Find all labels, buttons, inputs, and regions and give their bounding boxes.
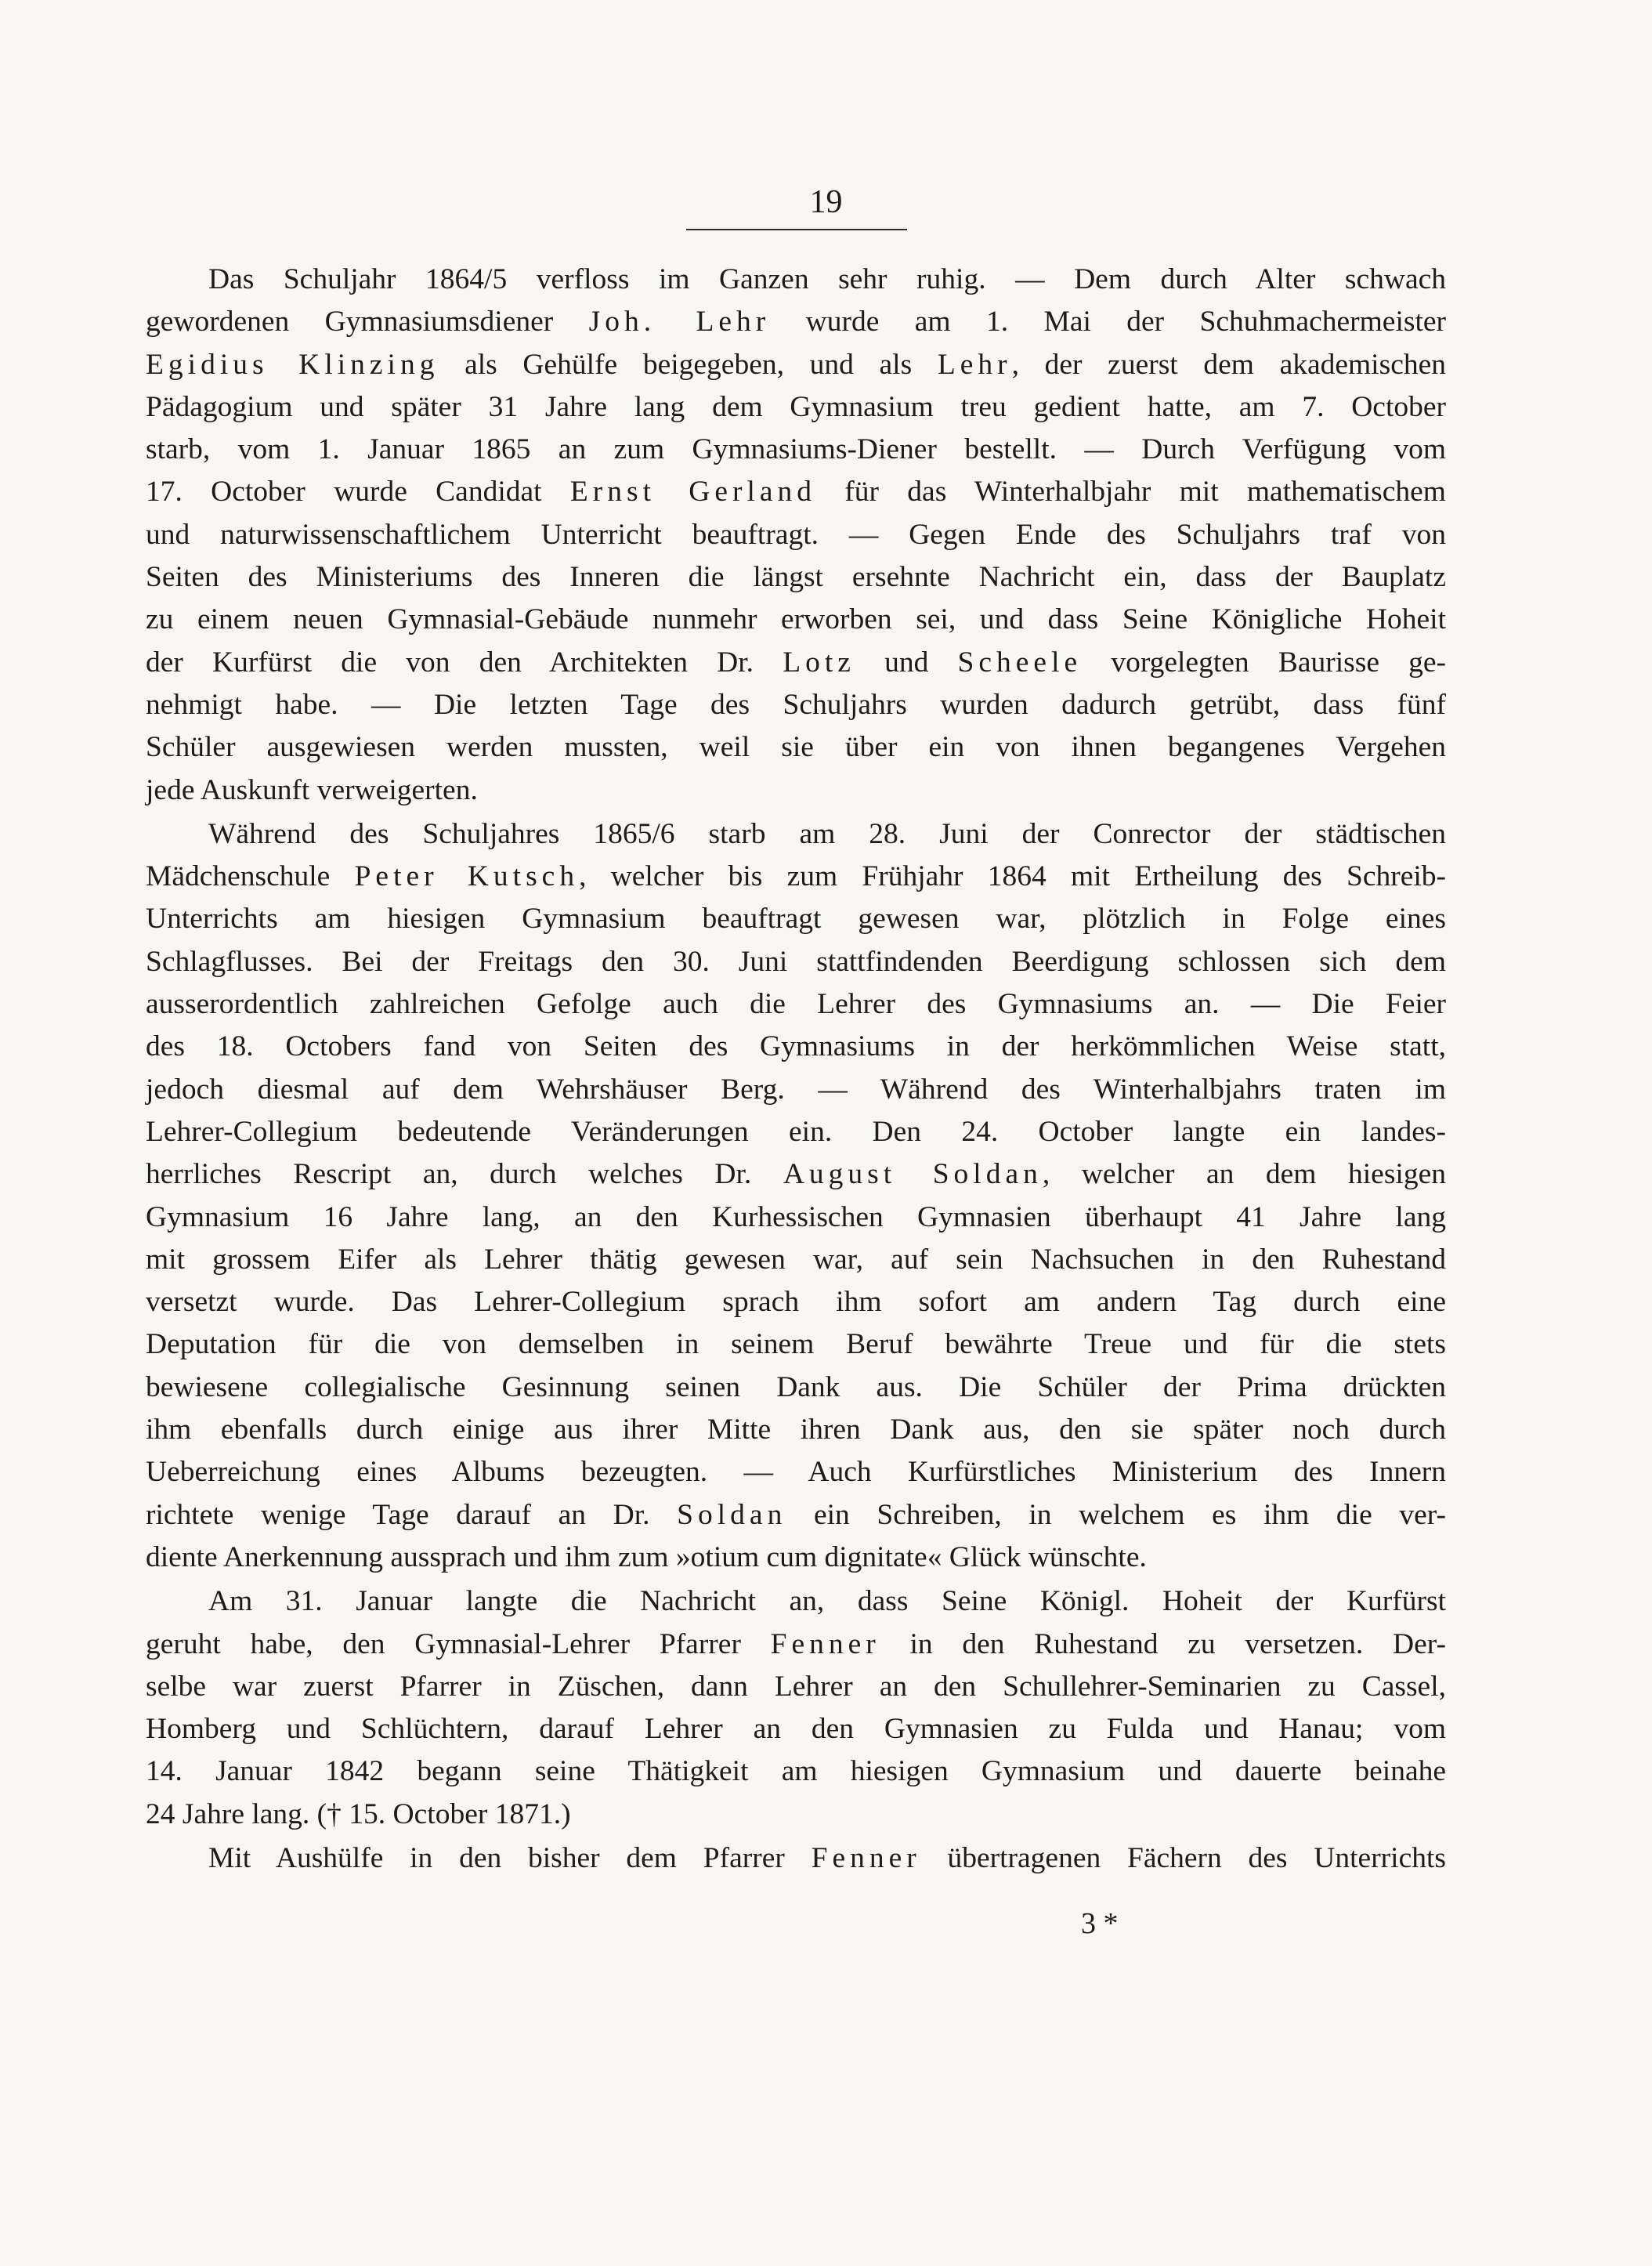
spaced-name: August Soldan [783, 1158, 1043, 1191]
text-run: als Gehülfe beigegeben, und als [439, 348, 938, 381]
text-line [146, 1111, 1446, 1153]
text-run: ein Schreiben, in welchem es ihm die ver- [786, 1498, 1446, 1531]
paragraph [146, 1580, 1446, 1836]
text-run: zu einem neuen Gymnasial-Gebäude nunmehr erworben sei, und dass Seine Königliche Hoheit [146, 603, 1446, 636]
text-run: und naturwissenschaftlichem Unterricht beauftragt. — Gegen Ende des Schuljahrs traf von [146, 518, 1446, 551]
text-line [146, 1026, 1446, 1068]
spaced-name: Peter Kutsch [354, 860, 580, 893]
text-line [146, 726, 1446, 769]
text-run: 14. Januar 1842 begann seine Thätigkeit am hiesigen Gymnasium und dauerte beinahe [146, 1755, 1446, 1788]
spaced-name: Soldan [677, 1498, 787, 1531]
text-line [146, 1750, 1446, 1793]
text-run: Unterrichts am hiesigen Gymnasium beauftragt gewesen war, plötzlich in Folge eines [146, 903, 1446, 936]
text-line [146, 1623, 1446, 1666]
text-line [146, 684, 1446, 726]
text-line [146, 1366, 1446, 1409]
text-run: Seiten des Ministeriums des Inneren die längst ersehnte Nachricht ein, dass der Bauplatz [146, 561, 1446, 594]
text-run: ausserordentlich zahlreichen Gefolge auch die Lehrer des Gymnasiums an. — Die Feier [146, 988, 1446, 1021]
text-run: 24 Jahre lang. († 15. October 1871.) [146, 1797, 571, 1830]
text-line [146, 259, 1446, 301]
text-line [146, 1580, 1446, 1623]
text-line [146, 1666, 1446, 1708]
text-run: Ueberreichung eines Albums bezeugten. — Auch Kurfürstliches Ministerium des Innern [146, 1456, 1446, 1489]
text-run: Mädchenschule [146, 860, 355, 893]
text-run: 17. October wurde Candidat [146, 476, 570, 509]
text-run: Am 31. Januar langte die Nachricht an, dass Seine Königl. Hoheit der Kurfürst [208, 1585, 1446, 1618]
text-run: Das Schuljahr 1864/5 verfloss im Ganzen sehr ruhig. — Dem durch Alter schwach [208, 263, 1446, 295]
spaced-name: Ernst Gerland [569, 476, 817, 509]
text-run: jede Auskunft verweigerten. [146, 773, 478, 806]
text-run: Homberg und Schlüchtern, darauf Lehrer an den Gymnasien zu Fulda und Hanau; vom [146, 1713, 1446, 1746]
text-run: Gymnasium 16 Jahre lang, an den Kurhessischen Gymnasien überhaupt 41 Jahre lang [146, 1200, 1446, 1233]
paragraph [146, 813, 1446, 1579]
spaced-name: Egidius Klinzing [146, 348, 439, 381]
text-run: ihm ebenfalls durch einige aus ihrer Mitte ihren Dank aus, den sie später noch durch [146, 1414, 1446, 1446]
text-run: in den Ruhestand zu versetzen. Der- [880, 1627, 1446, 1660]
text-run: , welcher an dem hiesigen [1042, 1158, 1446, 1191]
spaced-name: Scheele [957, 646, 1083, 679]
spaced-name: Joh. Lehr [588, 306, 771, 338]
signature-mark: 3 * [1081, 1907, 1119, 1940]
spaced-name: Lehr [937, 348, 1012, 381]
text-line [146, 1153, 1446, 1196]
text-run: versetzt wurde. Das Lehrer-Collegium sprach ihm sofort am andern Tag durch eine [146, 1286, 1446, 1319]
text-run: gewordenen Gymnasiumsdiener [146, 306, 589, 338]
text-line [146, 344, 1446, 386]
text-line [146, 386, 1446, 429]
text-line [146, 1239, 1446, 1281]
text-line [146, 514, 1446, 556]
text-line [146, 1708, 1446, 1750]
text-line [146, 1323, 1446, 1366]
text-line [146, 983, 1446, 1026]
text-run: , welcher bis zum Frühjahr 1864 mit Ertheilung des Schreib- [579, 860, 1447, 893]
text-run: jedoch diesmal auf dem Wehrshäuser Berg. — Während des Winterhalbjahrs traten im [146, 1073, 1446, 1106]
text-line [146, 769, 1446, 812]
paragraph [146, 1837, 1446, 1880]
text-run: der Kurfürst die von den Architekten Dr. [146, 646, 783, 679]
text-line [146, 856, 1446, 898]
text-run: , der zuerst dem akademischen [1011, 348, 1446, 381]
text-run: wurde am 1. Mai der Schuhmachermeister [770, 306, 1447, 338]
text-run: Deputation für die von demselben in seinem Beruf bewährte Treue und für die stets [146, 1328, 1446, 1361]
text-line [146, 1281, 1446, 1323]
text-line [146, 556, 1446, 599]
text-run: Während des Schuljahres 1865/6 starb am 28. Juni der Conrector der städtischen [208, 817, 1446, 850]
text-line [146, 813, 1446, 856]
header-rule [686, 229, 907, 230]
text-line [146, 471, 1446, 513]
text-run: starb, vom 1. Januar 1865 an zum Gymnasiums-Diener bestellt. — Durch Verfügung vom [146, 433, 1446, 466]
text-run: mit grossem Eifer als Lehrer thätig gewesen war, auf sein Nachsuchen in den Ruhestand [146, 1243, 1446, 1276]
spaced-name: Fenner [770, 1627, 880, 1660]
text-line [146, 1069, 1446, 1111]
paragraph [146, 259, 1446, 812]
body-text [146, 259, 1446, 1881]
text-line [146, 301, 1446, 343]
text-line [146, 941, 1446, 983]
text-run: bewiesene collegialische Gesinnung seinen Dank aus. Die Schüler der Prima drückten [146, 1370, 1446, 1403]
text-run: für das Winterhalbjahr mit mathematischem [816, 476, 1446, 509]
text-line [146, 1794, 1446, 1836]
text-run: selbe war zuerst Pfarrer in Züschen, dann Lehrer an den Schullehrer-Seminarien zu Cassel, [146, 1670, 1446, 1703]
spaced-name: Lotz [783, 646, 855, 679]
text-line [146, 1196, 1446, 1239]
text-line [146, 1409, 1446, 1451]
text-run: und [855, 646, 958, 679]
text-run: des 18. Octobers fand von Seiten des Gymnasiums in der herkömmlichen Weise statt, [146, 1030, 1446, 1063]
text-line [146, 1451, 1446, 1493]
text-run: richtete wenige Tage darauf an Dr. [146, 1498, 678, 1531]
text-run: geruht habe, den Gymnasial-Lehrer Pfarrer [146, 1627, 771, 1660]
text-line [146, 1537, 1446, 1579]
text-run: Schüler ausgewiesen werden mussten, weil sie über ein von ihnen begangenes Vergehen [146, 731, 1446, 764]
text-run: Schlagflusses. Bei der Freitags den 30. Juni stattfindenden Beerdigung schlossen sich dem [146, 945, 1446, 978]
text-run: übertragenen Fächern des Unterrichts [920, 1841, 1446, 1874]
page-number: 19 [809, 184, 843, 220]
text-run: Lehrer-Collegium bedeutende Veränderungen ein. Den 24. October langte ein landes- [146, 1115, 1446, 1148]
text-line [146, 1837, 1446, 1880]
text-run: Pädagogium und später 31 Jahre lang dem Gymnasium treu gedient hatte, am 7. October [146, 390, 1446, 423]
text-run: nehmigt habe. — Die letzten Tage des Schuljahrs wurden dadurch getrübt, dass fünf [146, 688, 1446, 721]
text-line [146, 1494, 1446, 1537]
spaced-name: Fenner [811, 1841, 921, 1874]
text-line [146, 898, 1446, 940]
text-line [146, 429, 1446, 471]
text-line [146, 642, 1446, 684]
text-run: herrliches Rescript an, durch welches Dr. [146, 1158, 783, 1191]
text-run: Mit Aushülfe in den bisher dem Pfarrer [208, 1841, 812, 1874]
text-run: diente Anerkennung aussprach und ihm zum »otium cum dignitate« Glück wünschte. [146, 1540, 1147, 1573]
text-run: vorgelegten Baurisse ge- [1082, 646, 1447, 679]
text-line [146, 599, 1446, 641]
